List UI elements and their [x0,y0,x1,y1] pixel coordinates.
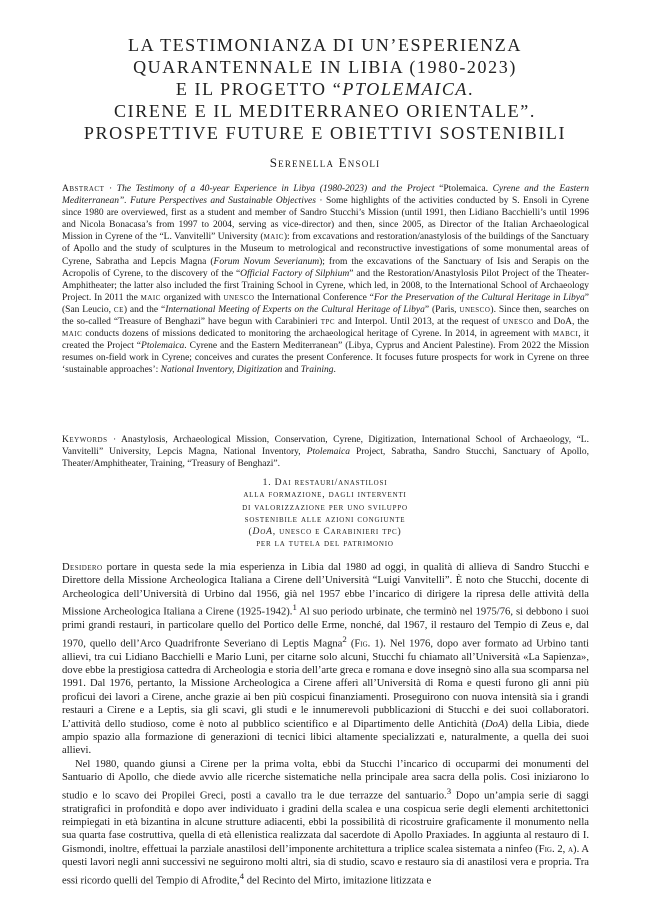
paragraph-1 [62,561,589,758]
footnote-ref[interactable]: 3 [446,785,452,796]
keywords-text: Project, Sabratha, Sandro Stucchi, Sanctuary of Apollo, Theater/Amphitheater, Training, “Treasury of Benghazi”. [62,447,589,470]
abstract-acronym: maic [140,292,161,303]
footnote-ref[interactable]: 4 [239,870,245,881]
section-heading-doa: DoA [252,526,273,538]
paragraph-italic: DoA [485,718,505,730]
abstract [62,183,589,377]
section-heading-line-1: 1. Dai restauri/anastilosi [262,477,388,488]
abstract-acronym: maic [62,329,83,340]
paragraph-text: Al suo periodo urbinate, che terminò nel 1975/76, si debbono i suoi primi grandi restauri, in particolare quello del Portico delle Erme, nonché, dal 1967, il restauro del Tempio di Zeus e, dal 1970, quello dell’Arco Quadrifronte Severiano di Leptis Magna [62,606,590,650]
paragraph-2 [62,758,589,888]
abstract-italic: Training [300,365,334,376]
title-line-1: LA TESTIMONIANZA DI UN’ESPERIENZA [128,35,522,55]
abstract-text: ” (San Leucio, [62,292,589,315]
abstract-acronym: maic [263,232,284,243]
abstract-italic: National Inventory, Digitization [160,365,283,376]
abstract-text: ); from the excavations of the Sanctuary of Isis and Serapis on the Acropolis of Cyrene, to the discovery of the “ [62,256,590,279]
paragraph-text: . Nel 1976, dopo aver formato ad Urbino tanti allievi, tra cui Lidiano Bacchielli e Mario Luni, per citarne solo alcuni, Stucchi fu chiamato all’Università «La Sapienza», dove ebbe la prestigiosa cattedra di Archeologia e storia dell’arte greca e romana e dove insegnò sino alla sua scomparsa nel 1991. Dal 1976, pertanto, la Missione Archeologica a Cirene afferì all’Università di Roma e questi furono gli anni più proficui dei lavori a Cirene, anche grazie ai ben più cospicui finanziamenti. Proseguirono con nuova intensità sia i grandi restauri a Cirene e a Leptis, sia gli scavi, gli studi e le innumerevoli pubblicazioni di Stucchi e dei suoi collaboratori. L’attività dello studioso, come è noto al pubblico scientifico e al Dipartimento delle Antichità ( [62,638,590,730]
paragraph-text: Nel 1980, quando giunsi a Cirene per la prima volta, ebbi da Stucchi l’incarico di occuparmi dei monumenti del Santuario di Apollo, che diede avvio alle ricerche sistematiche nella principale area sacra della polis. Così iniziarono lo studio e lo scavo dei Propilei Greci, posti a cavallo tra le due terrazze del santuario. [62,758,589,802]
article-title [40,34,610,144]
keywords-italic: Ptolemaica [306,447,350,458]
figure-ref[interactable]: (Fig. 1) [346,638,384,650]
title-line-3-pre: E IL PROGETTO “ [175,79,343,99]
title-line-2: QUARANTENNALE IN LIBIA (1980-2023) [133,57,517,77]
title-line-3-italic: PTOLEMAICA [342,79,469,99]
abstract-text: and DoA, the [533,317,589,328]
abstract-text: . [333,365,336,376]
section-heading-line-5-pre: ( [248,526,253,538]
section-heading [0,477,650,551]
footnote-ref[interactable]: 2 [342,633,347,644]
keywords-sep: · [107,435,122,445]
title-line-5: PROSPETTIVE FUTURE E OBIETTIVI SOSTENIBILI [83,123,567,143]
abstract-text: , it created the Project “ [62,329,589,352]
abstract-italic: Forum Novum Severianum [213,256,320,267]
title-line-4: CIRENE E IL MEDITERRANEO ORIENTALE”. [114,101,536,121]
abstract-text: . Cyrene and the Eastern Mediterranean” (Libya, Cyprus and Ancient Palestine). From 2022 the Mission resumes on-field work in Cyrene; conceives and curates the present Conference. It focuses future prospects for work in Cyrene on three ‘sustainable approaches’: [62,341,589,376]
abstract-acronym: tpc [320,317,336,328]
abstract-text: ” and the Restoration/Anastylosis Pilot Project of the Theater-Amphitheater; the latter also included the first Training School in Cyrene, which led, in 2008, to the International School of Archaeology Project. In 2011 the [62,268,589,303]
footnote-ref[interactable]: 1 [292,602,297,613]
section-heading-line-4: sostenibile alle azioni congiunte [244,513,406,525]
title-line-3-post: . [468,79,475,99]
abstract-title-italic: The Testimony of a 40-year Experience in Libya (1980-2023) and the Project [116,184,435,194]
abstract-text: organized with [160,292,224,303]
paragraph-text: portare in questa sede la mia esperienza in Libia dal 1980 ad oggi, in qualità di allieva di Sandro Stucchi e Direttore della Missione Archeologica Italiana a Cirene dell’Università “Luigi Vanvitelli”. È noto che Stucchi, docente di Archeologica dell’Università di Urbino dal 1956, già nel 1957 ebbe l’incarico di dirigere la ripresa delle attività della Missione Archeologica Italiana a Cirene (1925-1942). [62,562,589,618]
section-heading-line-5 [0,526,650,538]
section-heading-line-2: alla formazione, dagli interventi [243,489,407,501]
section-heading-line-5-post: , unesco e Carabinieri tpc) [272,526,402,538]
abstract-text: ): from excavations and restoration/anastylosis of the buildings of the Sanctuary of Apollo and the study of sculptures in the Museum to metrological and reconstructive investigations of some monumental areas of Cyrene, Sabratha and Lepcis Magna ( [62,232,589,267]
keywords-text: Anastylosis, Archaeological Mission, Conservation, Cyrene, Digitization, International School of Archaeology, “L. Vanvitelli” University, Lepcis Magna, National Inventory, [62,435,589,458]
abstract-acronym: unesco [459,304,491,315]
paragraph-lead: Desidero [62,562,103,573]
abstract-text: and Interpol. Until 2013, at the request of [335,317,503,328]
section-heading-line-6: per la tutela del patrimonio [256,538,394,550]
paragraph-text: Dopo un’ampia serie di saggi stratigrafici in profondità e dopo aver individuato i gradini della scalea e una cospicua serie degli elementi architettonici reimpiegati in età bizantina in alcune strutture adiacenti, ebbi la possibilità di ricostruire graficamente il monumento nella sua quarta fase costruttiva, quella di età ellenistica realizzata dal sacerdote di Apollo Praxiades. In aggiunta al restauro di I. Gismondi, inoltre, effettuai la parziale anastilosi dell’imponente architettura a triplice scalea sistemata a ninfeo [62,790,590,855]
abstract-italic: For the Preservation of the Cultural Heritage in Libya [373,292,585,303]
abstract-italic: Official Factory of Silphium [240,268,350,279]
abstract-text: · Some highlights of the activities conducted by S. Ensoli in Cyrene since 1980 are overviewed, first as a student and member of Sandro Stucchi’s Mission (until 1991, then Lidiano Bacchielli’s until 1996 and Nicola Bonacasa’s from 1997 to 2004, serving as vice-director) and then, since 2005, as Director of the Italian Archaeological Mission in Cyrene of the “L. Vanvitelli” University ( [62,196,590,243]
abstract-acronym: ce [113,304,124,315]
body-text [62,561,589,887]
abstract-acronym: unesco [502,317,534,328]
figure-ref[interactable]: (Fig. 2, a) [532,843,577,855]
paragraph-text: del Recinto del Mirto, imitazione litizzata e [244,875,432,887]
abstract-italic: Ptolemaica [141,341,185,352]
abstract-text: ” (Paris, [424,304,460,315]
abstract-title-mid: “Ptolemaica. [434,184,493,194]
keywords [62,434,589,470]
abstract-text: ) and the “ [123,304,166,315]
section-heading-line-3: di valorizzazione per uno sviluppo [242,501,408,513]
abstract-acronym: unesco [223,292,255,303]
abstract-italic: International Meeting of Experts on the Cultural Heritage of Libya [165,304,425,315]
abstract-text: conducts dozens of missions dedicated to monitoring the archaeological heritage of Cyrene. In 2014, in agreement with [82,329,553,340]
paragraph-text: . A questi lavori negli anni successivi ne seguirono molti altri, sia di studio, scavo e restauro sia di anastilosi vera e propria. Tra essi ricordo quelli del Tempio di Afrodite, [62,843,589,887]
abstract-title-italic-2: Cyrene and the Eastern Mediterranean”. Future Perspectives and Sustainable Objectives [62,184,589,207]
abstract-text: ). Since then, searches on the so-called “Treasure of Benghazi” have begun with Carabinieri [62,304,589,328]
paragraph-text: ) della Libia, diede ampio spazio alla formazione di generazioni di tecnici libici altamente specializzati e, naturalmente, a quella dei suoi allievi. [62,718,589,757]
abstract-acronym: mabci [552,329,579,340]
abstract-text: and [282,365,301,376]
author-name: Serenella Ensoli [269,155,381,170]
abstract-sep: · [104,184,117,194]
abstract-label: Abstract [62,184,105,194]
abstract-text: the International Conference “ [254,292,374,303]
keywords-label: Keywords [62,435,108,445]
title-line-3 [40,78,610,100]
